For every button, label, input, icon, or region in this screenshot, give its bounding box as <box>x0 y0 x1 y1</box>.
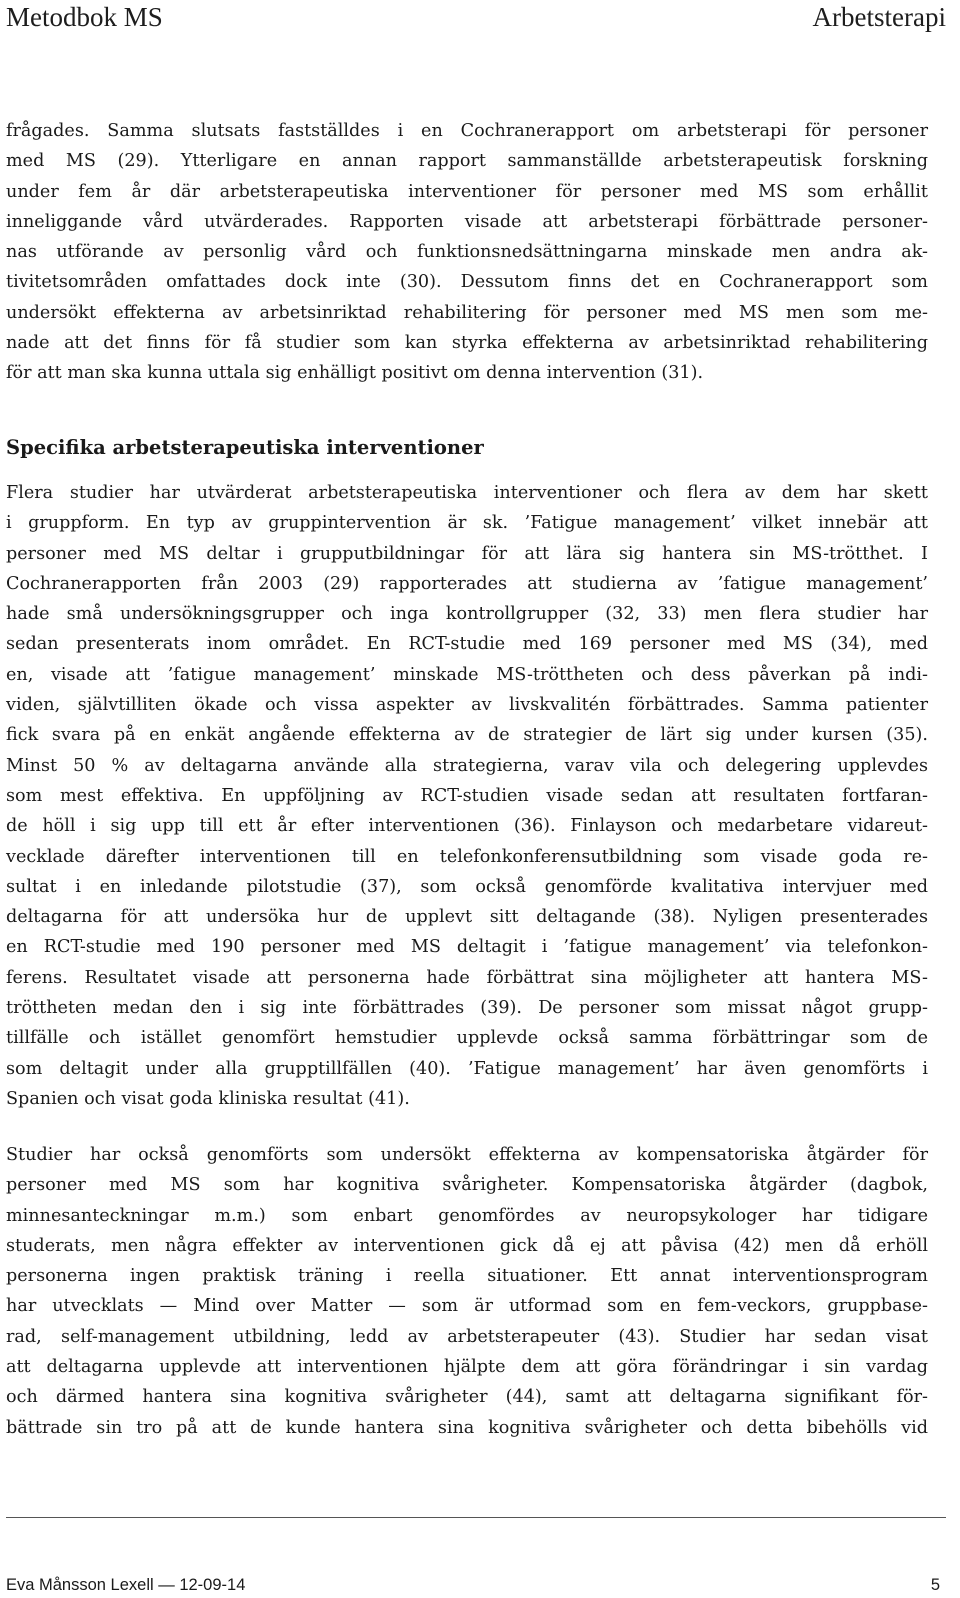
text-line: nas utförande av personlig vård och funktionsnedsättningarna minskade men andra ak- <box>6 242 928 263</box>
text-line: undersökt effekterna av arbetsinriktad rehabilitering för personer med MS men som me- <box>6 302 928 323</box>
text-line: viden, självtilliten ökade och vissa aspekter av livskvalitén förbättrades. Samma patienter <box>6 695 928 716</box>
text-line: som deltagit under alla grupptillfällen (40). ’Fatigue management’ har även genomförts i <box>6 1058 928 1079</box>
text-line: som mest effektiva. En uppföljning av RCT-studien visade sedan att resultaten fortfaran- <box>6 785 928 806</box>
paragraph-1 <box>6 116 928 389</box>
text-line: och därmed hantera sina kognitiva svårigheter (44), samt att deltagarna signifikant för- <box>6 1387 928 1408</box>
section-heading: Specifika arbetsterapeutiska interventioner <box>6 436 484 459</box>
text-line: har utvecklats — Mind over Matter — som är utformad som en fem-veckors, gruppbase- <box>6 1296 928 1317</box>
text-line: nade att det finns för få studier som kan styrka effekterna av arbetsinriktad rehabilitering <box>6 333 928 354</box>
chapter-title: Arbetsterapi <box>812 2 946 32</box>
text-line: personerna ingen praktisk träning i reella situationer. Ett annat interventionsprogram <box>6 1266 928 1287</box>
text-line: Minst 50 % av deltagarna använde alla strategierna, varav vila och delegering upplevdes <box>6 755 928 776</box>
text-line: minnesanteckningar m.m.) som enbart genomfördes av neuropsykologer har tidigare <box>6 1205 928 1226</box>
footer-divider <box>6 1517 946 1518</box>
page-footer <box>6 1576 946 1598</box>
text-line: sedan presenterats inom området. En RCT-studie med 169 personer med MS (34), med <box>6 634 928 655</box>
text-line: Flera studier har utvärderat arbetsterapeutiska interventioner och flera av dem har skett <box>6 483 928 503</box>
text-line: ferens. Resultatet visade att personerna hade förbättrat sina möjligheter att hantera MS- <box>6 967 928 988</box>
text-line: att deltagarna upplevde att interventionen hjälpte dem att göra förändringar i sin vardag <box>6 1357 928 1378</box>
text-line: personer med MS som har kognitiva svårigheter. Kompensatoriska åtgärder (dagbok, <box>6 1175 928 1196</box>
footer-author-date: Eva Månsson Lexell — 12-09-14 <box>6 1576 246 1594</box>
text-line: rad, self-management utbildning, ledd av arbetsterapeuter (43). Studier har sedan visat <box>6 1326 928 1347</box>
paragraph-2 <box>6 478 928 1114</box>
text-line: studerats, men några effekter av interventionen gick då ej att påvisa (42) men då erhöll <box>6 1235 928 1256</box>
text-line: tivitetsområden omfattades dock inte (30). Dessutom finns det en Cochranerapport som <box>6 272 928 293</box>
text-line: bättrade sin tro på att de kunde hantera sina kognitiva svårigheter och detta bibehölls vid <box>6 1417 928 1438</box>
text-line: i gruppform. En typ av gruppintervention är sk. ’Fatigue management’ vilket innebär att <box>6 513 928 534</box>
text-line: Studier har också genomförts som undersökt effekterna av kompensatoriska åtgärder för <box>6 1145 928 1165</box>
text-line: frågades. Samma slutsats fastställdes i en Cochranerapport om arbetsterapi för personer <box>6 121 928 141</box>
text-line: vecklade därefter interventionen till en telefonkonferensutbildning som visade goda re- <box>6 846 928 867</box>
text-line: deltagarna för att undersöka hur de upplevt sitt deltagande (38). Nyligen presenterades <box>6 907 928 928</box>
text-line: en RCT-studie med 190 personer med MS deltagit i ’fatigue management’ via telefonkon- <box>6 937 928 958</box>
text-line: sultat i en inledande pilotstudie (37), som också genomförde kvalitativa intervjuer med <box>6 876 928 897</box>
text-line: för att man ska kunna uttala sig enhälligt positivt om denna intervention (31). <box>6 363 704 384</box>
document-title: Metodbok MS <box>6 2 163 32</box>
text-line: personer med MS deltar i grupputbildningar för att lära sig hantera sin MS-trötthet. I <box>6 543 928 564</box>
paragraph-3 <box>6 1140 928 1443</box>
text-line: Cochranerapporten från 2003 (29) rapporterades att studierna av ’fatigue management’ <box>6 573 928 594</box>
text-line: hade små undersökningsgrupper och inga kontrollgrupper (32, 33) men flera studier har <box>6 604 928 625</box>
text-line: fick svara på en enkät angående effekterna av de strategier de lärt sig under kursen (35). <box>6 725 928 746</box>
text-line: inneliggande vård utvärderades. Rapporten visade att arbetsterapi förbättrade personer- <box>6 211 928 232</box>
text-line: tröttheten medan den i sig inte förbättrades (39). De personer som missat något grupp- <box>6 998 928 1019</box>
text-line: en, visade att ’fatigue management’ minskade MS-tröttheten och dess påverkan på indi- <box>6 664 928 685</box>
text-line: Spanien och visat goda kliniska resultat (41). <box>6 1088 410 1109</box>
text-line: tillfälle och istället genomfört hemstudier upplevde också samma förbättringar som de <box>6 1028 928 1049</box>
text-line: under fem år där arbetsterapeutiska interventioner för personer med MS som erhållit <box>6 181 928 202</box>
text-line: med MS (29). Ytterligare en annan rapport sammanställde arbetsterapeutisk forskning <box>6 151 928 172</box>
text-line: de höll i sig upp till ett år efter interventionen (36). Finlayson och medarbetare vidareut- <box>6 816 928 837</box>
page-header <box>6 2 946 38</box>
page-number: 5 <box>930 1576 940 1594</box>
